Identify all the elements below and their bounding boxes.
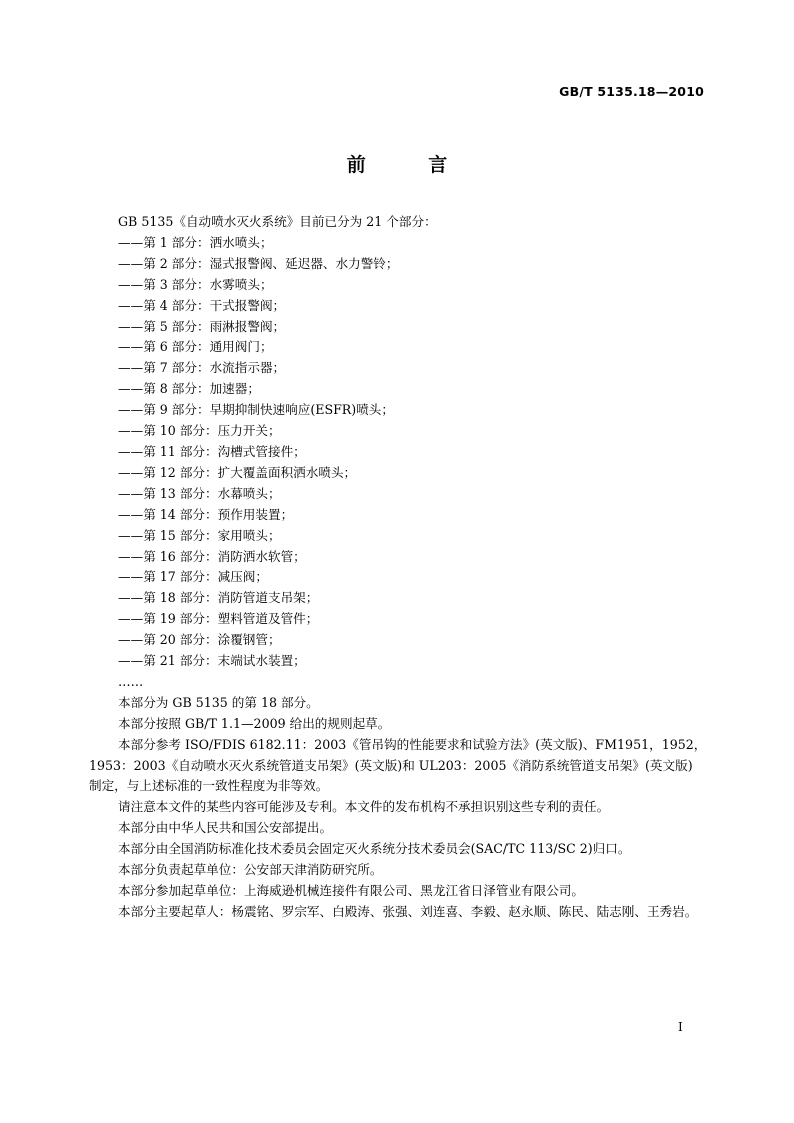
list-item: ——第 17 部分：减压阀；: [118, 569, 268, 585]
list-item: ——第 16 部分：消防洒水软管；: [118, 548, 306, 564]
paragraph-references-line1: 本部分参考 ISO/FDIS 6182.11：2003《管吊钩的性能要求和试验方法》(英文版)、FM1951，1952，: [118, 736, 707, 752]
paragraph-committee: 本部分由全国消防标准化技术委员会固定灭火系统分技术委员会(SAC/TC 113/SC 2)归口。: [118, 841, 631, 857]
list-item: ——第 1 部分：洒水喷头；: [118, 234, 273, 250]
list-item: ——第 18 部分：消防管道支吊架；: [118, 590, 319, 606]
paragraph-patent-notice: 请注意本文件的某些内容可能涉及专利。本文件的发布机构不承担识别这些专利的责任。: [118, 799, 610, 815]
list-item: ——第 10 部分：压力开关；: [118, 423, 281, 439]
list-item: ——第 13 部分：水幕喷头；: [118, 485, 281, 501]
list-item: ——第 2 部分：湿式报警阀、延迟器、水力警铃；: [118, 255, 399, 271]
list-item: ——第 4 部分：干式报警阀；: [118, 297, 286, 313]
paragraph-drafters: 本部分主要起草人：杨震铭、罗宗军、白殿涛、张强、刘连喜、李毅、赵永顺、陈民、陆志刚、王秀岩。: [118, 903, 698, 919]
paragraph-part-number: 本部分为 GB 5135 的第 18 部分。: [118, 694, 319, 710]
list-item: ——第 14 部分：预作用装置；: [118, 506, 294, 522]
document-body: [89, 212, 714, 923]
list-item: ——第 20 部分：涂覆钢管；: [118, 632, 281, 648]
list-item: ——第 12 部分：扩大覆盖面积洒水喷头；: [118, 464, 357, 480]
list-item: ——第 15 部分：家用喷头；: [118, 527, 281, 543]
standard-code: GB/T 5135.18—2010: [559, 84, 704, 99]
list-item: ——第 19 部分：塑料管道及管件；: [118, 611, 319, 627]
list-item: ——第 9 部分：早期抑制快速响应(ESFR)喷头；: [118, 402, 394, 418]
list-item: ——第 6 部分：通用阀门；: [118, 339, 273, 355]
paragraph-drafting-rules: 本部分按照 GB/T 1.1—2009 给出的规则起草。: [118, 715, 391, 731]
list-item: ——第 21 部分：末端试水装置；: [118, 653, 306, 669]
parts-list: [118, 233, 714, 672]
list-item: ——第 11 部分：沟槽式管接件；: [118, 443, 306, 459]
page-number: I: [678, 1020, 683, 1034]
list-item: ——第 8 部分：加速器；: [118, 381, 260, 397]
list-item: ——第 7 部分：水流指示器；: [118, 360, 286, 376]
intro-line: GB 5135《自动喷水灭火系统》目前已分为 21 个部分：: [118, 214, 437, 229]
list-item: ——第 5 部分：雨淋报警阀；: [118, 318, 286, 334]
list-item: ——第 3 部分：水雾喷头；: [118, 276, 273, 292]
paragraph-references-line2: 1953：2003《自动喷水灭火系统管道支吊架》(英文版)和 UL203：2005《消防系统管道支吊架》(英文版): [89, 757, 693, 773]
paragraph-drafting-unit: 本部分负责起草单位：公安部天津消防研究所。: [118, 862, 383, 878]
paragraph-proposer: 本部分由中华人民共和国公安部提出。: [118, 820, 333, 836]
ellipsis: ……: [118, 673, 144, 689]
page-title: 前 言: [346, 154, 476, 176]
paragraph-participating-units: 本部分参加起草单位：上海威逊机械连接件有限公司、黑龙江省日泽管业有限公司。: [118, 883, 584, 898]
paragraph-references-line3: 制定，与上述标准的一致性程度为非等效。: [89, 778, 329, 794]
